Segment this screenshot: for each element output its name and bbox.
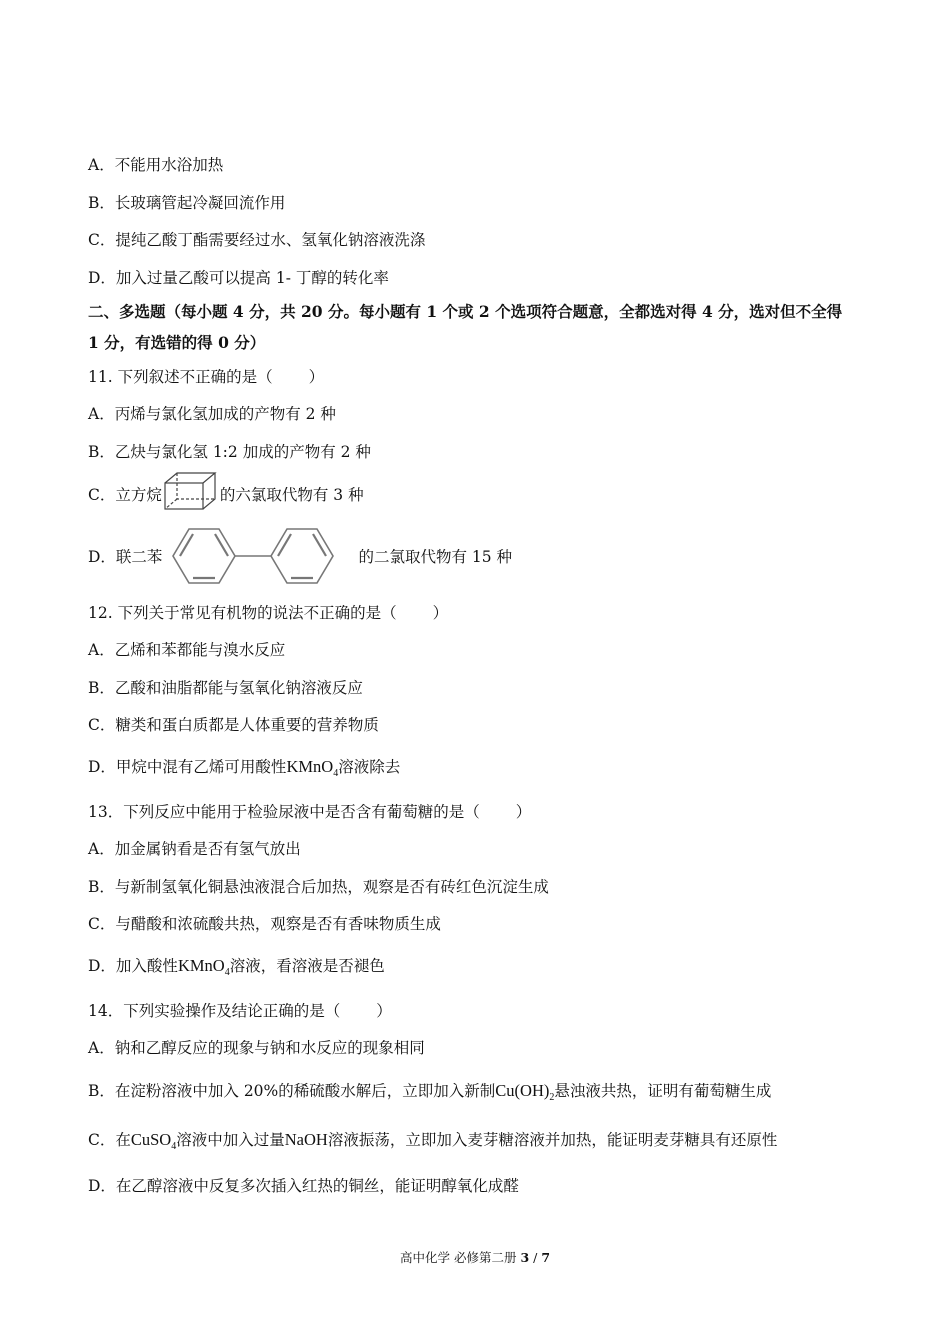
q12-option-d-pre: D．甲烷中混有乙烯可用酸性 — [88, 758, 287, 776]
q11-stem-text: 11. 下列叙述不正确的是（ — [88, 368, 273, 386]
q14-stem-text: 14．下列实验操作及结论正确的是（ — [88, 1002, 341, 1020]
q13-option-b: B．与新制氢氧化铜悬浊液混合后加热，观察是否有砖红色沉淀生成 — [88, 878, 549, 896]
cuso4-formula: CuSO$_4$ — [130, 1130, 177, 1152]
kmno4-formula: KMnO$_4$ — [286, 757, 339, 779]
q13-stem-text: 13．下列反应中能用于检验尿液中是否含有葡萄糖的是（ — [88, 803, 480, 821]
q14-option-a: A．钠和乙醇反应的现象与钠和水反应的现象相同 — [88, 1039, 425, 1057]
footer-separator: / — [533, 1250, 538, 1265]
q14-option-c — [88, 1130, 777, 1150]
q13-option-d — [88, 956, 385, 976]
q13-option-a: A．加金属钠看是否有氢气放出 — [88, 840, 301, 858]
q13-stem-close: ） — [515, 803, 532, 821]
q14-option-c-mid: 溶液中加入过量 — [176, 1131, 285, 1149]
q12-stem-text: 12. 下列关于常见有机物的说法不正确的是（ — [88, 604, 397, 622]
q11-option-c — [88, 485, 364, 505]
q11-option-d-post: 的二氯取代物有 15 种 — [358, 548, 513, 566]
q12-option-b: B．乙酸和油脂都能与氢氧化钠溶液反应 — [88, 679, 363, 697]
footer-label: 高中化学 必修第二册 — [399, 1250, 517, 1265]
q11-option-b: B．乙炔与氯化氢 1:2 加成的产物有 2 种 — [88, 443, 371, 461]
q12-option-c: C．糖类和蛋白质都是人体重要的营养物质 — [88, 716, 379, 734]
q13-option-d-post: 溶液，看溶液是否褪色 — [229, 957, 385, 975]
kmno4-formula: KMnO$_4$ — [177, 956, 230, 978]
q14-option-d: D．在乙醇溶液中反复多次插入红热的铜丝，能证明醇氧化成醛 — [88, 1177, 519, 1195]
q14-option-b-post: 悬浊液共热，证明有葡萄糖生成 — [554, 1082, 772, 1100]
q13-option-c: C．与醋酸和浓硫酸共热，观察是否有香味物质生成 — [88, 915, 441, 933]
footer-total-pages: 7 — [541, 1250, 551, 1265]
q14-option-b — [88, 1081, 771, 1101]
q12-stem — [88, 603, 448, 623]
q14-stem-close: ） — [376, 1002, 392, 1020]
q11-option-a: A．丙烯与氯化氢加成的产物有 2 种 — [88, 405, 336, 423]
q10-option-a: A．不能用水浴加热 — [88, 156, 224, 174]
page-footer — [0, 1248, 950, 1266]
q11-stem-close: ） — [308, 368, 325, 386]
cuoh2-formula: $Cu(OH)_2$ — [495, 1081, 555, 1103]
q14-stem — [88, 1001, 392, 1021]
biphenyl-structure-figure — [168, 524, 346, 588]
q12-stem-close: ） — [432, 604, 449, 622]
q11-option-c-post: 的六氯取代物有 3 种 — [219, 486, 364, 504]
q11-option-c-pre: C．立方烷 — [88, 486, 162, 504]
cubane-structure-figure — [160, 470, 220, 512]
q14-option-c-post: 溶液振荡，立即加入麦芽糖溶液并加热，能证明麦芽糖具有还原性 — [327, 1131, 778, 1149]
q10-option-b: B．长玻璃管起冷凝回流作用 — [88, 194, 286, 212]
footer-page-number: 3 — [520, 1250, 530, 1265]
q14-option-c-pre: C．在 — [88, 1131, 131, 1149]
q13-option-d-pre: D．加入酸性 — [88, 957, 178, 975]
naoh-formula: NaOH — [284, 1130, 328, 1149]
q11-stem — [88, 367, 324, 387]
q11-option-d-pre: D．联二苯 — [88, 548, 163, 566]
q10-option-c: C．提纯乙酸丁酯需要经过水、氢氧化钠溶液洗涤 — [88, 231, 426, 249]
q12-option-a: A．乙烯和苯都能与溴水反应 — [88, 641, 286, 659]
q12-option-d — [88, 757, 400, 777]
q12-option-d-post: 溶液除去 — [338, 758, 401, 776]
q13-stem — [88, 802, 531, 822]
section-heading-line2: 1 分，有选错的得 0 分） — [88, 333, 266, 352]
q14-option-b-pre: B．在淀粉溶液中加入 20%的稀硫酸水解后，立即加入新制 — [88, 1082, 496, 1100]
section-heading-line1: 二、多选题（每小题 4 分，共 20 分。每小题有 1 个或 2 个选项符合题意，全都选对得 4 分，选对但不全得 — [88, 302, 843, 321]
q10-option-d: D．加入过量乙酸可以提高 1- 丁醇的转化率 — [88, 269, 389, 287]
